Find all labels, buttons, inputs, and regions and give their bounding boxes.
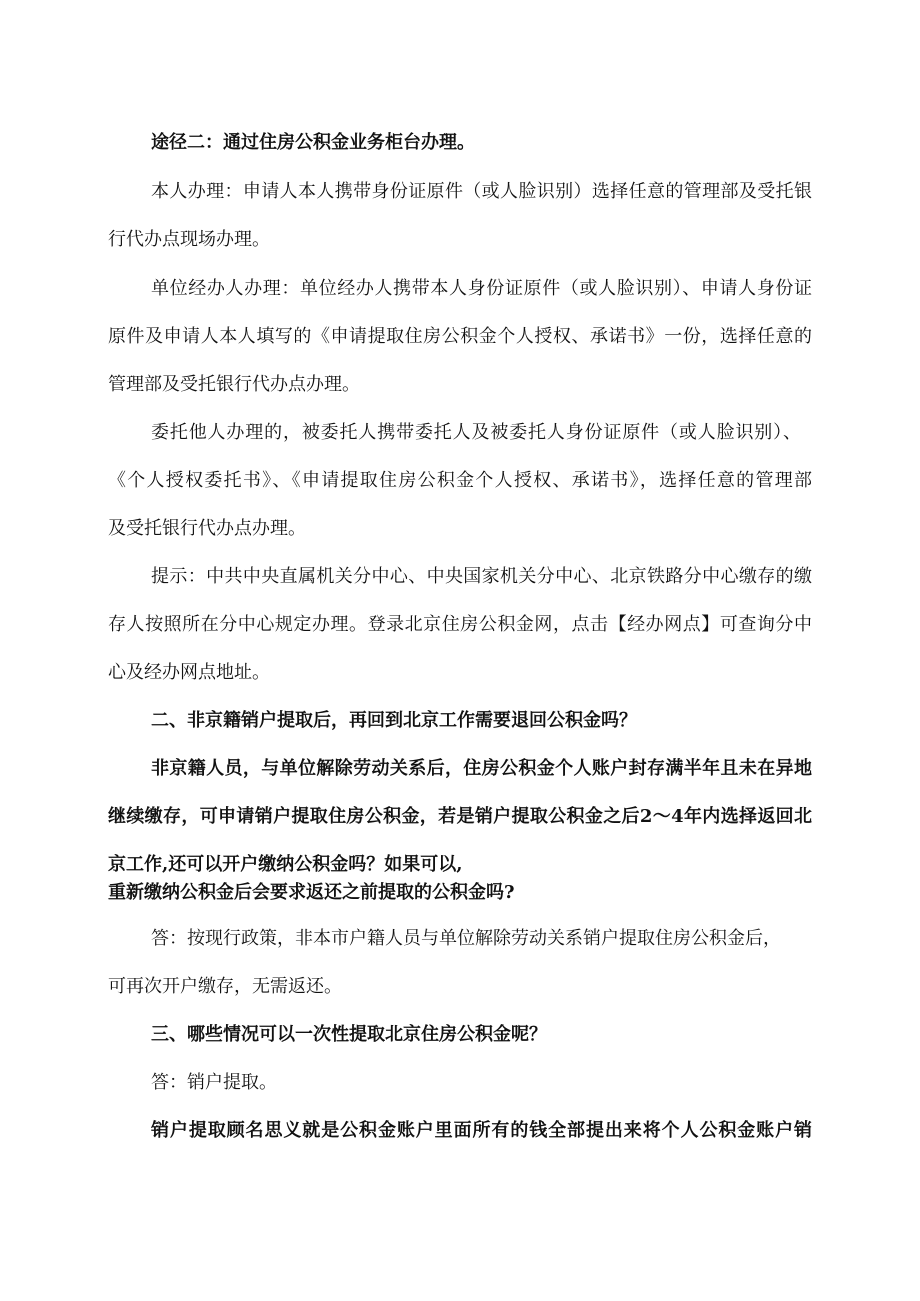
entrust-line-3: 及受托银行代办点办理。 — [108, 518, 306, 539]
unit-agent-line-3: 管理部及受托银行代办点办理。 — [108, 374, 360, 395]
unit-agent-line-1: 单位经办人办理：单位经办人携带本人身份证原件（或人脸识别）、申请人身份证 — [151, 278, 812, 299]
tip-line-2: 存人按照所在分中心规定办理。登录北京住房公积金网，点击【经办网点】可查询分中 — [108, 614, 812, 635]
q2-body-line-4: 重新缴纳公积金后会要求返还之前提取的公积金吗? — [108, 882, 515, 903]
q2-answer-line-1: 答：按现行政策，非本市户籍人员与单位解除劳动关系销户提取住房公积金后， — [151, 928, 781, 949]
q3-body-line-1: 销户提取顾名思义就是公积金账户里面所有的钱全部提出来将个人公积金账户销 — [151, 1120, 812, 1141]
self-handle-line-2: 行代办点现场办理。 — [108, 229, 270, 250]
self-handle-line-1: 本人办理：申请人本人携带身份证原件（或人脸识别）选择任意的管理部及受托银 — [151, 181, 812, 202]
q2-answer-line-2: 可再次开户缴存，无需返还。 — [108, 976, 342, 997]
q2-heading: 二、非京籍销户提取后，再回到北京工作需要退回公积金吗？ — [151, 710, 637, 731]
unit-agent-line-2: 原件及申请人本人填写的《申请提取住房公积金个人授权、承诺书》一份，选择任意的 — [108, 326, 812, 347]
tip-line-1: 提示：中共中央直属机关分中心、中央国家机关分中心、北京铁路分中心缴存的缴 — [151, 566, 812, 587]
entrust-line-1: 委托他人办理的，被委托人携带委托人及被委托人身份证原件（或人脸识别）、 — [151, 422, 801, 443]
q3-heading: 三、哪些情况可以一次性提取北京住房公积金呢？ — [151, 1024, 547, 1045]
q2-body-line-1: 非京籍人员，与单位解除劳动关系后，住房公积金个人账户封存满半年且未在异地 — [151, 758, 812, 779]
q3-answer: 答：销户提取。 — [151, 1072, 277, 1093]
route2-heading: 途径二：通过住房公积金业务柜台办理。 — [151, 132, 475, 153]
entrust-line-2: 《个人授权委托书》、《申请提取住房公积金个人授权、承诺书》，选择任意的管理部 — [108, 470, 812, 491]
q2-body-line-3: 京工作,还可以开户缴纳公积金吗？如果可以, — [108, 854, 463, 875]
q2-body-line-2: 继续缴存，可申请销户提取住房公积金，若是销户提取公积金之后2～4年内选择返回北 — [108, 806, 812, 827]
tip-line-3: 心及经办网点地址。 — [108, 662, 270, 683]
